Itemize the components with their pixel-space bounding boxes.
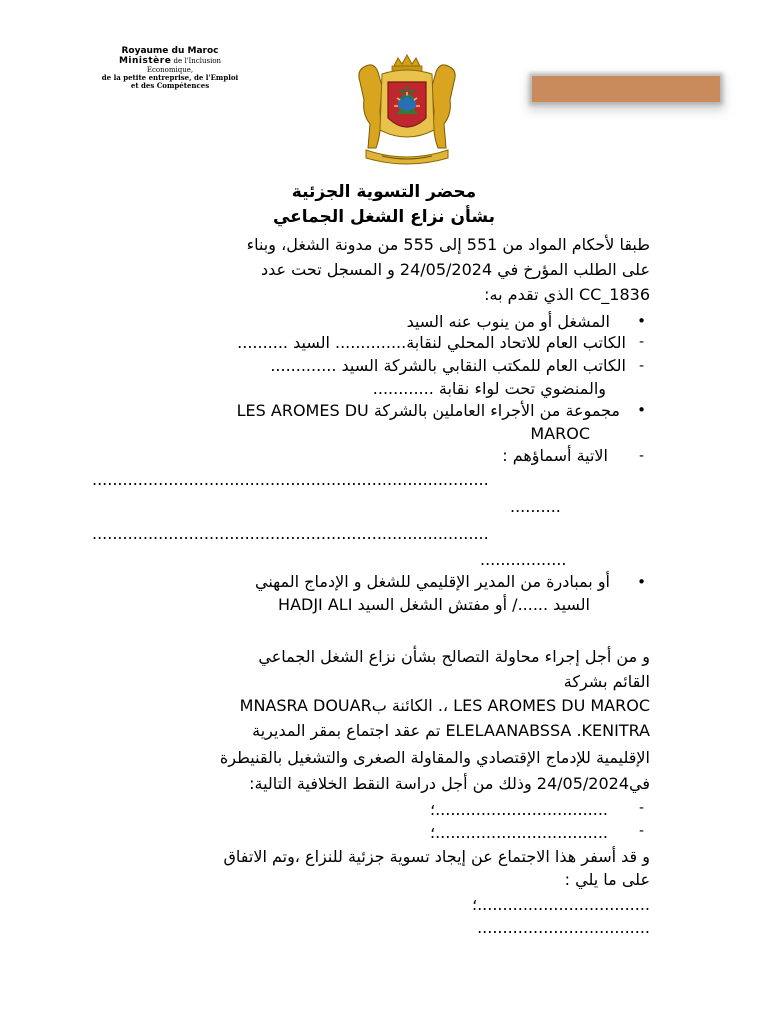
document-subtitle: بشأن نزاع الشغل الجماعي	[272, 207, 496, 227]
party-director: أو بمبادرة من المدير الإقليمي للشغل و الإدماج المهني	[254, 572, 610, 591]
employee-names-label: الاتية أسماؤهم :	[502, 446, 608, 465]
intro-line-3: CC_1836 الذي تقدم به:	[484, 285, 650, 304]
header-bar	[532, 76, 720, 102]
dash-icon: -	[638, 800, 644, 816]
dispute-point-1: ..................................؛	[429, 800, 608, 819]
ministry-line: Ministère de l'Inclusion	[118, 55, 222, 66]
body-line-4: ELELAANABSSA .KENITRA تم عقد اجتماع بمقر المديرية	[252, 721, 650, 740]
bullet-icon: •	[637, 312, 646, 330]
body-line-1: و من أجل إجراء محاولة التصالح بشأن نزاع الشغل الجماعي	[258, 647, 650, 666]
dash-icon: -	[638, 448, 644, 464]
dash-icon: -	[638, 823, 644, 839]
coat-of-arms-icon	[352, 52, 462, 168]
ministry-line-5: et des Compétences	[130, 81, 210, 91]
ministry-header	[88, 47, 252, 90]
party-secretary-office-2: والمنضوي تحت لواء نقابة ............	[372, 379, 606, 398]
party-employees-2: MAROC	[530, 424, 590, 443]
body-line-7: و قد أسفر هذا الاجتماع عن إيجاد تسوية جزئية للنزاع ،وتم الاتفاق	[223, 847, 650, 866]
dash-icon: -	[638, 334, 644, 350]
body-line-8: على ما يلي :	[564, 870, 650, 889]
party-director-2: السيد ....../ أو مفتش الشغل السيد HADJI ALI	[278, 595, 590, 614]
party-employees: مجموعة من الأجراء العاملين بالشركة LES AROMES DU	[236, 401, 620, 420]
ministry-line-4: de la petite entreprise, de l'Emploi	[101, 73, 239, 83]
party-secretary-union: الكاتب العام للاتحاد المحلي لنقابة.............. السيد ..........	[237, 333, 626, 352]
body-line-2: القائم بشركة	[563, 672, 650, 691]
intro-line-1: طبقا لأحكام المواد من 551 إلى 555 من مدونة الشغل، وبناء	[246, 235, 650, 254]
names-dots-2b: .................	[480, 550, 567, 569]
body-line-3: LES AROMES DU MAROC ،. الكائنة بMNASRA DOUAR	[239, 696, 650, 715]
agreement-point-2: ..................................	[477, 918, 650, 937]
body-line-6: في24/05/2024 وذلك من أجل دراسة النقط الخلافية التالية:	[249, 774, 650, 793]
dispute-point-2: ..................................؛	[429, 823, 608, 842]
bullet-icon: •	[637, 401, 646, 419]
party-employer: المشغل أو من ينوب عنه السيد	[406, 312, 610, 331]
dash-icon: -	[638, 358, 644, 374]
party-secretary-office: الكاتب العام للمكتب النقابي بالشركة السيد .............	[270, 356, 626, 375]
agreement-point-1: ..................................؛	[471, 895, 650, 914]
intro-line-2: على الطلب المؤرخ في 24/05/2024 و المسجل تحت عدد	[261, 260, 650, 279]
body-line-5: الإقليمية للإدماج الإقتصادي والمقاولة الصغرى والتشغيل بالقنيطرة	[219, 748, 650, 767]
ministry-line-3: Economique,	[146, 65, 194, 74]
bullet-icon: •	[637, 573, 646, 591]
names-dots-1b: ..........	[510, 497, 561, 516]
names-dots-2: ..............................................................................	[92, 524, 489, 543]
document-title: محضر التسوية الجزئية	[291, 182, 477, 202]
kingdom-label: Royaume du Maroc	[121, 46, 219, 56]
names-dots-1: ..............................................................................	[92, 470, 489, 489]
